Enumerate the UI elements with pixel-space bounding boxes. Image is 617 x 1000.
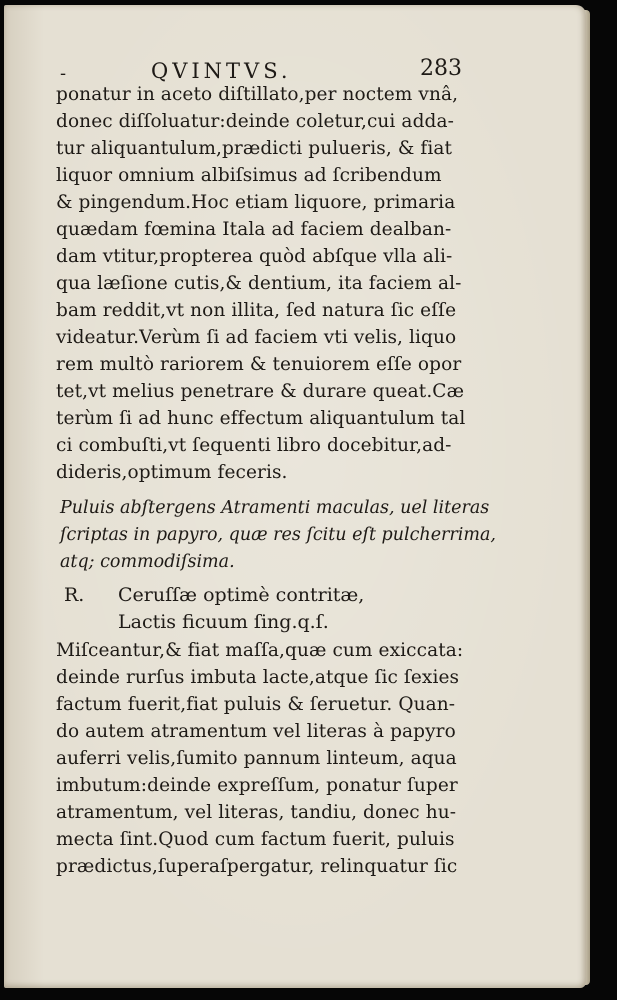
recipe-ingredient: Lactis ficuum ſing.q.ſ. (118, 611, 329, 633)
section-heading-line: Puluis abſtergens Atramenti maculas, uel literas (60, 498, 490, 518)
recipe-symbol: R. (64, 584, 85, 606)
text-line: videatur.Verùm ſi ad faciem vti velis, liquo (56, 327, 457, 348)
section-heading-line: atq; commodiſsima. (60, 552, 235, 572)
text-line: factum fuerit,fiat puluis & ſeruetur. Quan- (56, 694, 456, 715)
text-line: ponatur in aceto diſtillato,per noctem vnâ, (56, 84, 459, 105)
page-number: 283 (420, 56, 462, 81)
text-line: rem multò rariorem & tenuiorem eſſe opor (56, 354, 462, 375)
running-head: QVINTVS. (151, 59, 292, 83)
text-line: dideris,optimum feceris. (56, 462, 288, 483)
text-line: ci combuſti,vt ſequenti libro docebitur,ad- (56, 435, 452, 456)
section-heading-line: ſcriptas in papyro, quæ res ſcitu eſt pulcherrima, (60, 525, 496, 545)
recipe-ingredient: Ceruſſæ optimè contritæ, (118, 584, 365, 606)
text-line: auferri velis,ſumito pannum linteum, aqua (56, 748, 457, 769)
text-line: mecta ſint.Quod cum factum fuerit, puluis (56, 829, 455, 850)
text-line: terùm ſi ad hunc effectum aliquantulum tal (56, 408, 466, 429)
text-line: deinde rurſus imbuta lacte,atque ſic ſexies (56, 667, 460, 688)
text-line: tur aliquantulum,prædicti pulueris, & fiat (56, 138, 452, 159)
text-line: quædam fœmina Itala ad faciem dealban- (56, 219, 452, 240)
text-line: bam reddit,vt non illita, ſed natura ſic eſſe (56, 300, 457, 321)
text-line: tet,vt melius penetrare & durare queat.Cæ (56, 381, 465, 402)
text-line: Miſceantur,& fiat maſſa,quæ cum exiccata: (56, 640, 464, 661)
text-line: prædictus,ſuperaſpergatur, relinquatur ſic (56, 856, 458, 877)
text-line: dam vtitur,propterea quòd abſque vlla ali- (56, 246, 453, 267)
text-line: do autem atramentum vel literas à papyro (56, 721, 456, 742)
text-line: imbutum:deinde expreſſum, ponatur ſuper (56, 775, 458, 796)
text-line: liquor omnium albiſsimus ad ſcribendum (56, 165, 442, 186)
header-dash: - (60, 63, 67, 84)
text-line: donec diſſoluatur:deinde coletur,cui adda- (56, 111, 454, 132)
text-line: atramentum, vel literas, tandiu, donec hu- (56, 802, 457, 823)
text-line: & pingendum.Hoc etiam liquore, primaria (56, 192, 456, 213)
text-line: qua læſione cutis,& dentium, ita faciem al- (56, 273, 462, 294)
